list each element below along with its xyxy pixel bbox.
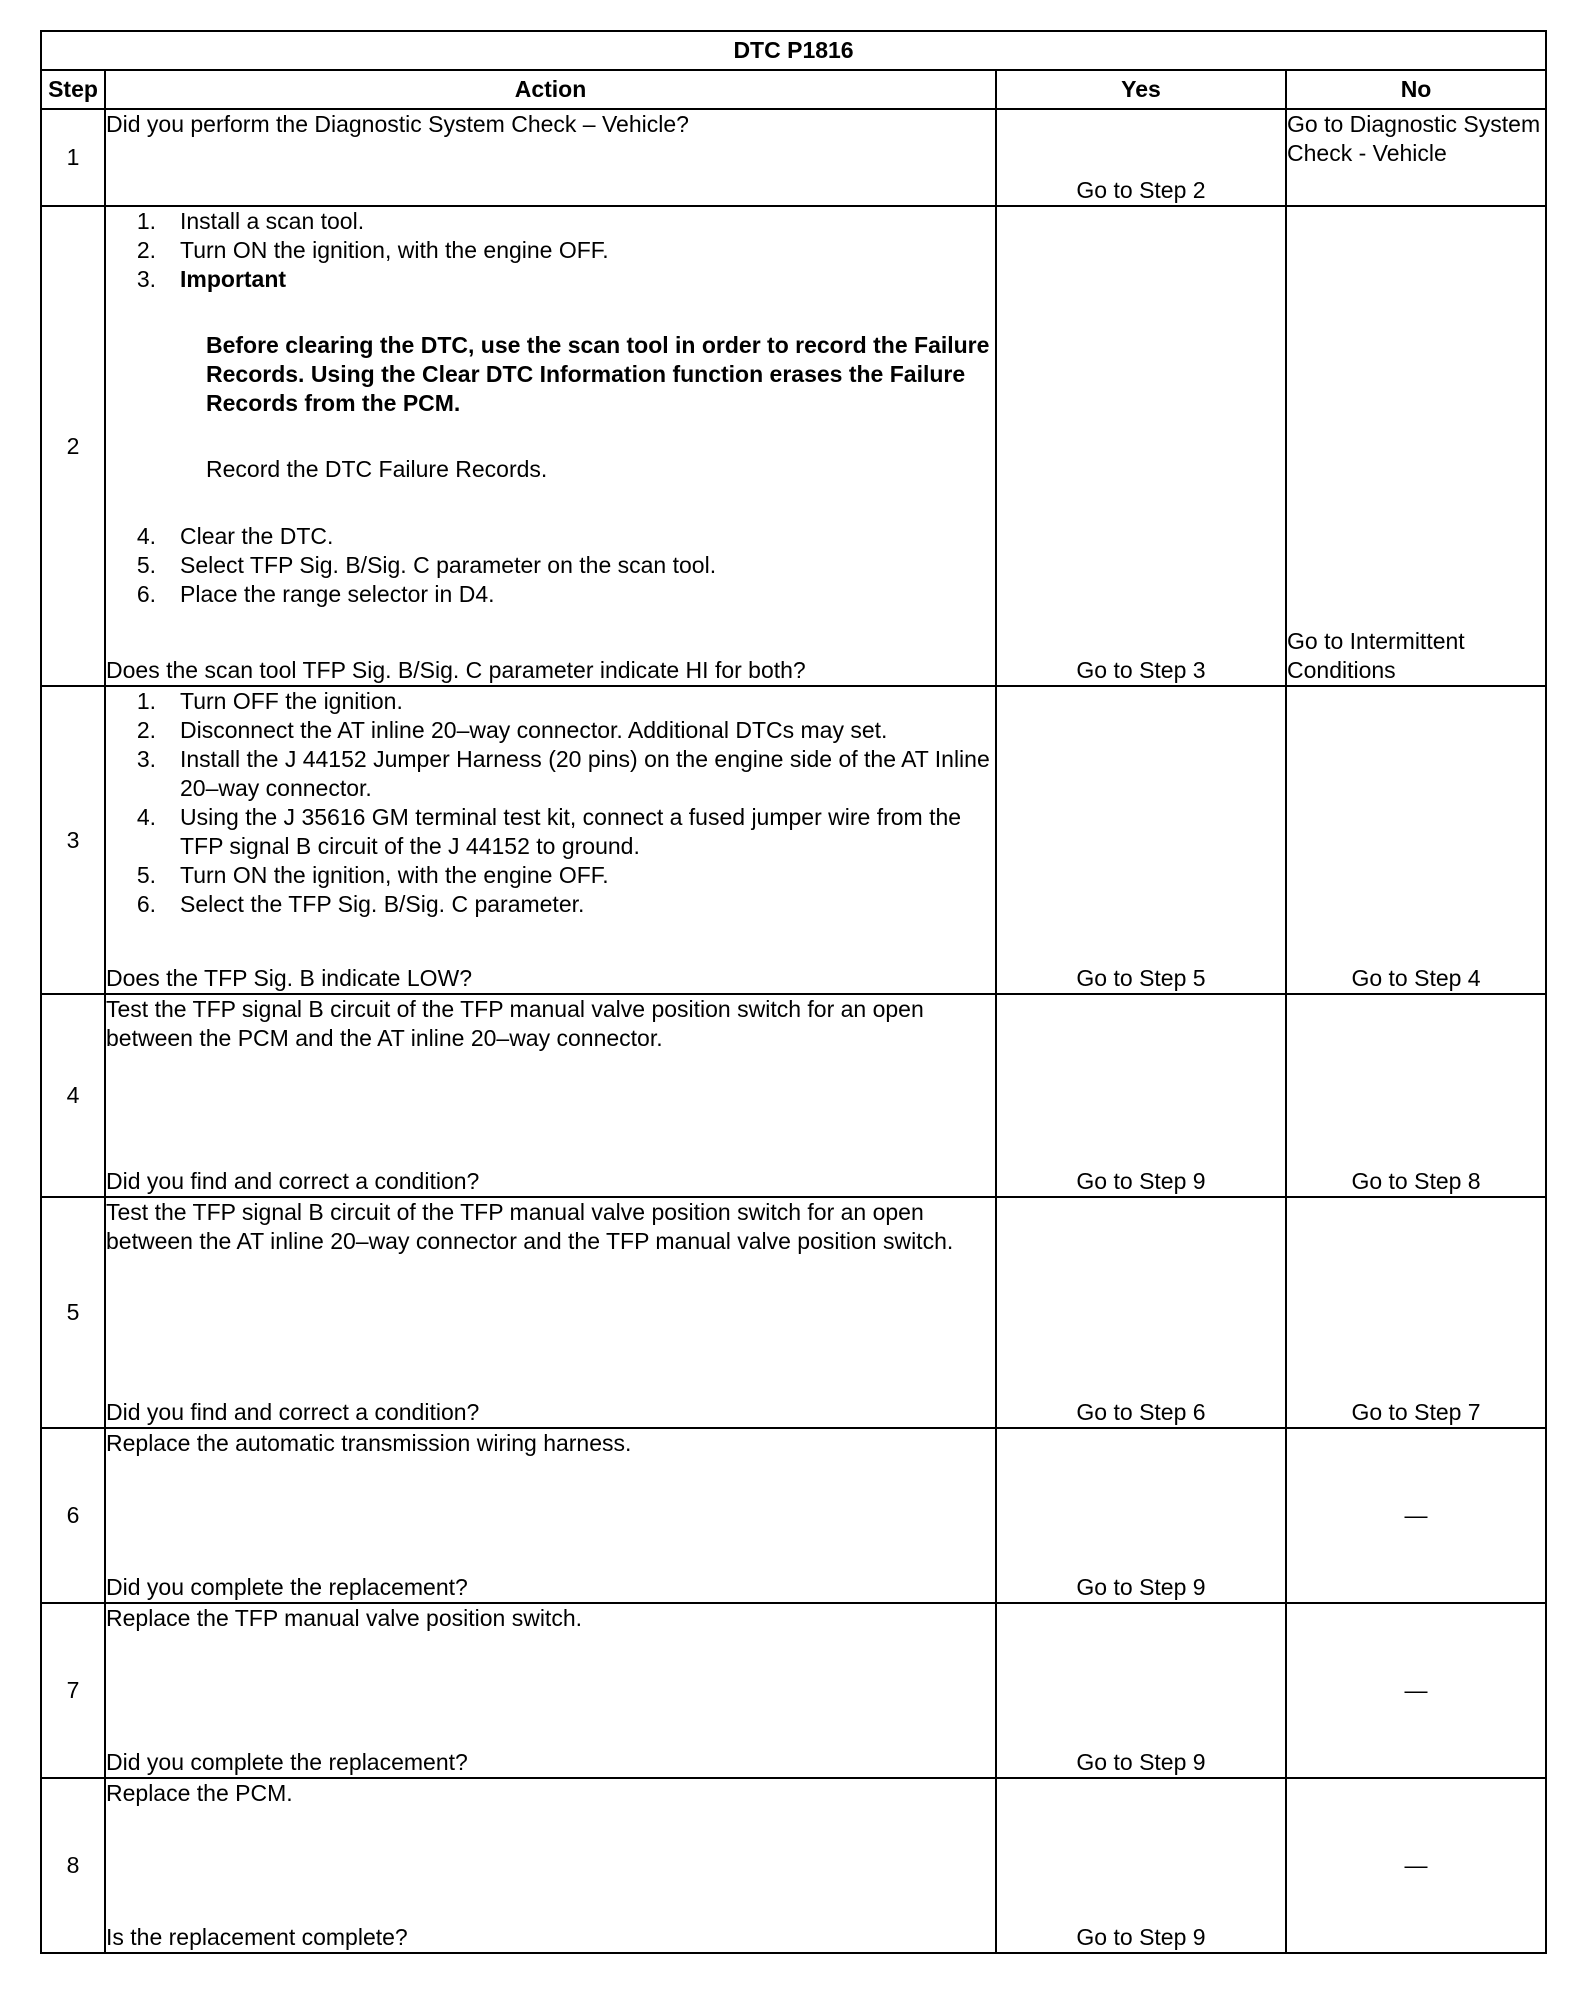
- no-cell: —: [1286, 1428, 1546, 1603]
- header-step: Step: [41, 70, 105, 109]
- table-row: [41, 1778, 1546, 1953]
- list-item: 5. Turn ON the ignition, with the engine OFF.: [136, 862, 609, 888]
- table-row: [41, 1197, 1546, 1428]
- action-cell: [105, 1197, 996, 1428]
- list-item: 1. Install a scan tool.: [136, 208, 365, 234]
- action-text: Did you perform the Diagnostic System Check – Vehicle?: [106, 111, 689, 137]
- yes-cell: Go to Step 9: [996, 1428, 1286, 1603]
- list-item: 4. Clear the DTC.: [136, 523, 334, 549]
- table-row: [41, 109, 1546, 206]
- no-cell: Go to Intermittent Conditions: [1286, 206, 1546, 686]
- list-item: 3. Install the J 44152 Jumper Harness (20 pins) on the engine side of the AT Inline 20–way connector.: [136, 746, 990, 801]
- step-number: 7: [41, 1603, 105, 1778]
- no-cell: Go to Step 4: [1286, 686, 1546, 994]
- no-cell: —: [1286, 1778, 1546, 1953]
- yes-cell: Go to Step 9: [996, 994, 1286, 1197]
- dtc-table: [40, 30, 1547, 1954]
- list-item: 1. Turn OFF the ignition.: [136, 688, 403, 714]
- step-number: 3: [41, 686, 105, 994]
- table-title: DTC P1816: [41, 31, 1546, 70]
- table-row: [41, 1603, 1546, 1778]
- table-row: [41, 1428, 1546, 1603]
- action-text: Test the TFP signal B circuit of the TFP manual valve position switch for an open between the AT inline 20–way connector and the TFP manual valve position switch.: [106, 1199, 954, 1254]
- yes-cell: Go to Step 9: [996, 1603, 1286, 1778]
- yes-cell: Go to Step 6: [996, 1197, 1286, 1428]
- no-cell: —: [1286, 1603, 1546, 1778]
- step-number: 6: [41, 1428, 105, 1603]
- procedure-list: [106, 207, 995, 294]
- action-text: Replace the TFP manual valve position switch.: [106, 1605, 583, 1631]
- list-item: 2. Turn ON the ignition, with the engine OFF.: [136, 237, 609, 263]
- question-text: Does the scan tool TFP Sig. B/Sig. C parameter indicate HI for both?: [106, 657, 806, 683]
- step-number: 4: [41, 994, 105, 1197]
- important-note: Before clearing the DTC, use the scan tool in order to record the Failure Records. Using the Clear DTC Information function erases the Failure Records from the PCM.: [206, 332, 990, 416]
- list-item: 6. Select the TFP Sig. B/Sig. C parameter.: [136, 891, 585, 917]
- important-heading: Important: [180, 266, 287, 292]
- no-cell: Go to Diagnostic System Check - Vehicle: [1286, 109, 1546, 206]
- action-cell: [105, 994, 996, 1197]
- question-text: Is the replacement complete?: [106, 1924, 408, 1950]
- table-row: [41, 206, 1546, 686]
- action-cell: [105, 1778, 996, 1953]
- action-cell: [105, 206, 996, 686]
- list-item: 4. Using the J 35616 GM terminal test kit, connect a fused jumper wire from the TFP signal B circuit of the J 44152 to ground.: [136, 804, 962, 859]
- action-cell: [105, 686, 996, 994]
- list-item: 6. Place the range selector in D4.: [136, 581, 495, 607]
- header-no: No: [1286, 70, 1546, 109]
- question-text: Does the TFP Sig. B indicate LOW?: [106, 965, 473, 991]
- yes-cell: Go to Step 2: [996, 109, 1286, 206]
- question-text: Did you complete the replacement?: [106, 1749, 468, 1775]
- question-text: Did you find and correct a condition?: [106, 1168, 480, 1194]
- action-text: Replace the automatic transmission wiring harness.: [106, 1430, 632, 1456]
- step-number: 1: [41, 109, 105, 206]
- yes-cell: Go to Step 5: [996, 686, 1286, 994]
- yes-cell: Go to Step 9: [996, 1778, 1286, 1953]
- table-row: [41, 994, 1546, 1197]
- action-text: Test the TFP signal B circuit of the TFP manual valve position switch for an open between the PCM and the AT inline 20–way connector.: [106, 996, 924, 1051]
- step-number: 8: [41, 1778, 105, 1953]
- no-cell: Go to Step 8: [1286, 994, 1546, 1197]
- yes-cell: Go to Step 3: [996, 206, 1286, 686]
- step-number: 2: [41, 206, 105, 686]
- header-action: Action: [105, 70, 996, 109]
- action-cell: [105, 1428, 996, 1603]
- question-text: Did you find and correct a condition?: [106, 1399, 480, 1425]
- no-cell: Go to Step 7: [1286, 1197, 1546, 1428]
- step-number: 5: [41, 1197, 105, 1428]
- procedure-list: [106, 522, 995, 609]
- action-cell: [105, 1603, 996, 1778]
- procedure-list: [106, 687, 995, 919]
- action-cell: [105, 109, 996, 206]
- question-text: Did you complete the replacement?: [106, 1574, 468, 1600]
- table-row: [41, 686, 1546, 994]
- header-yes: Yes: [996, 70, 1286, 109]
- list-item: 3. Important: [106, 265, 995, 294]
- list-item: 2. Disconnect the AT inline 20–way connector. Additional DTCs may set.: [136, 717, 888, 743]
- list-item: 5. Select TFP Sig. B/Sig. C parameter on the scan tool.: [136, 552, 717, 578]
- action-text: Replace the PCM.: [106, 1780, 293, 1806]
- sub-note: Record the DTC Failure Records.: [206, 456, 548, 482]
